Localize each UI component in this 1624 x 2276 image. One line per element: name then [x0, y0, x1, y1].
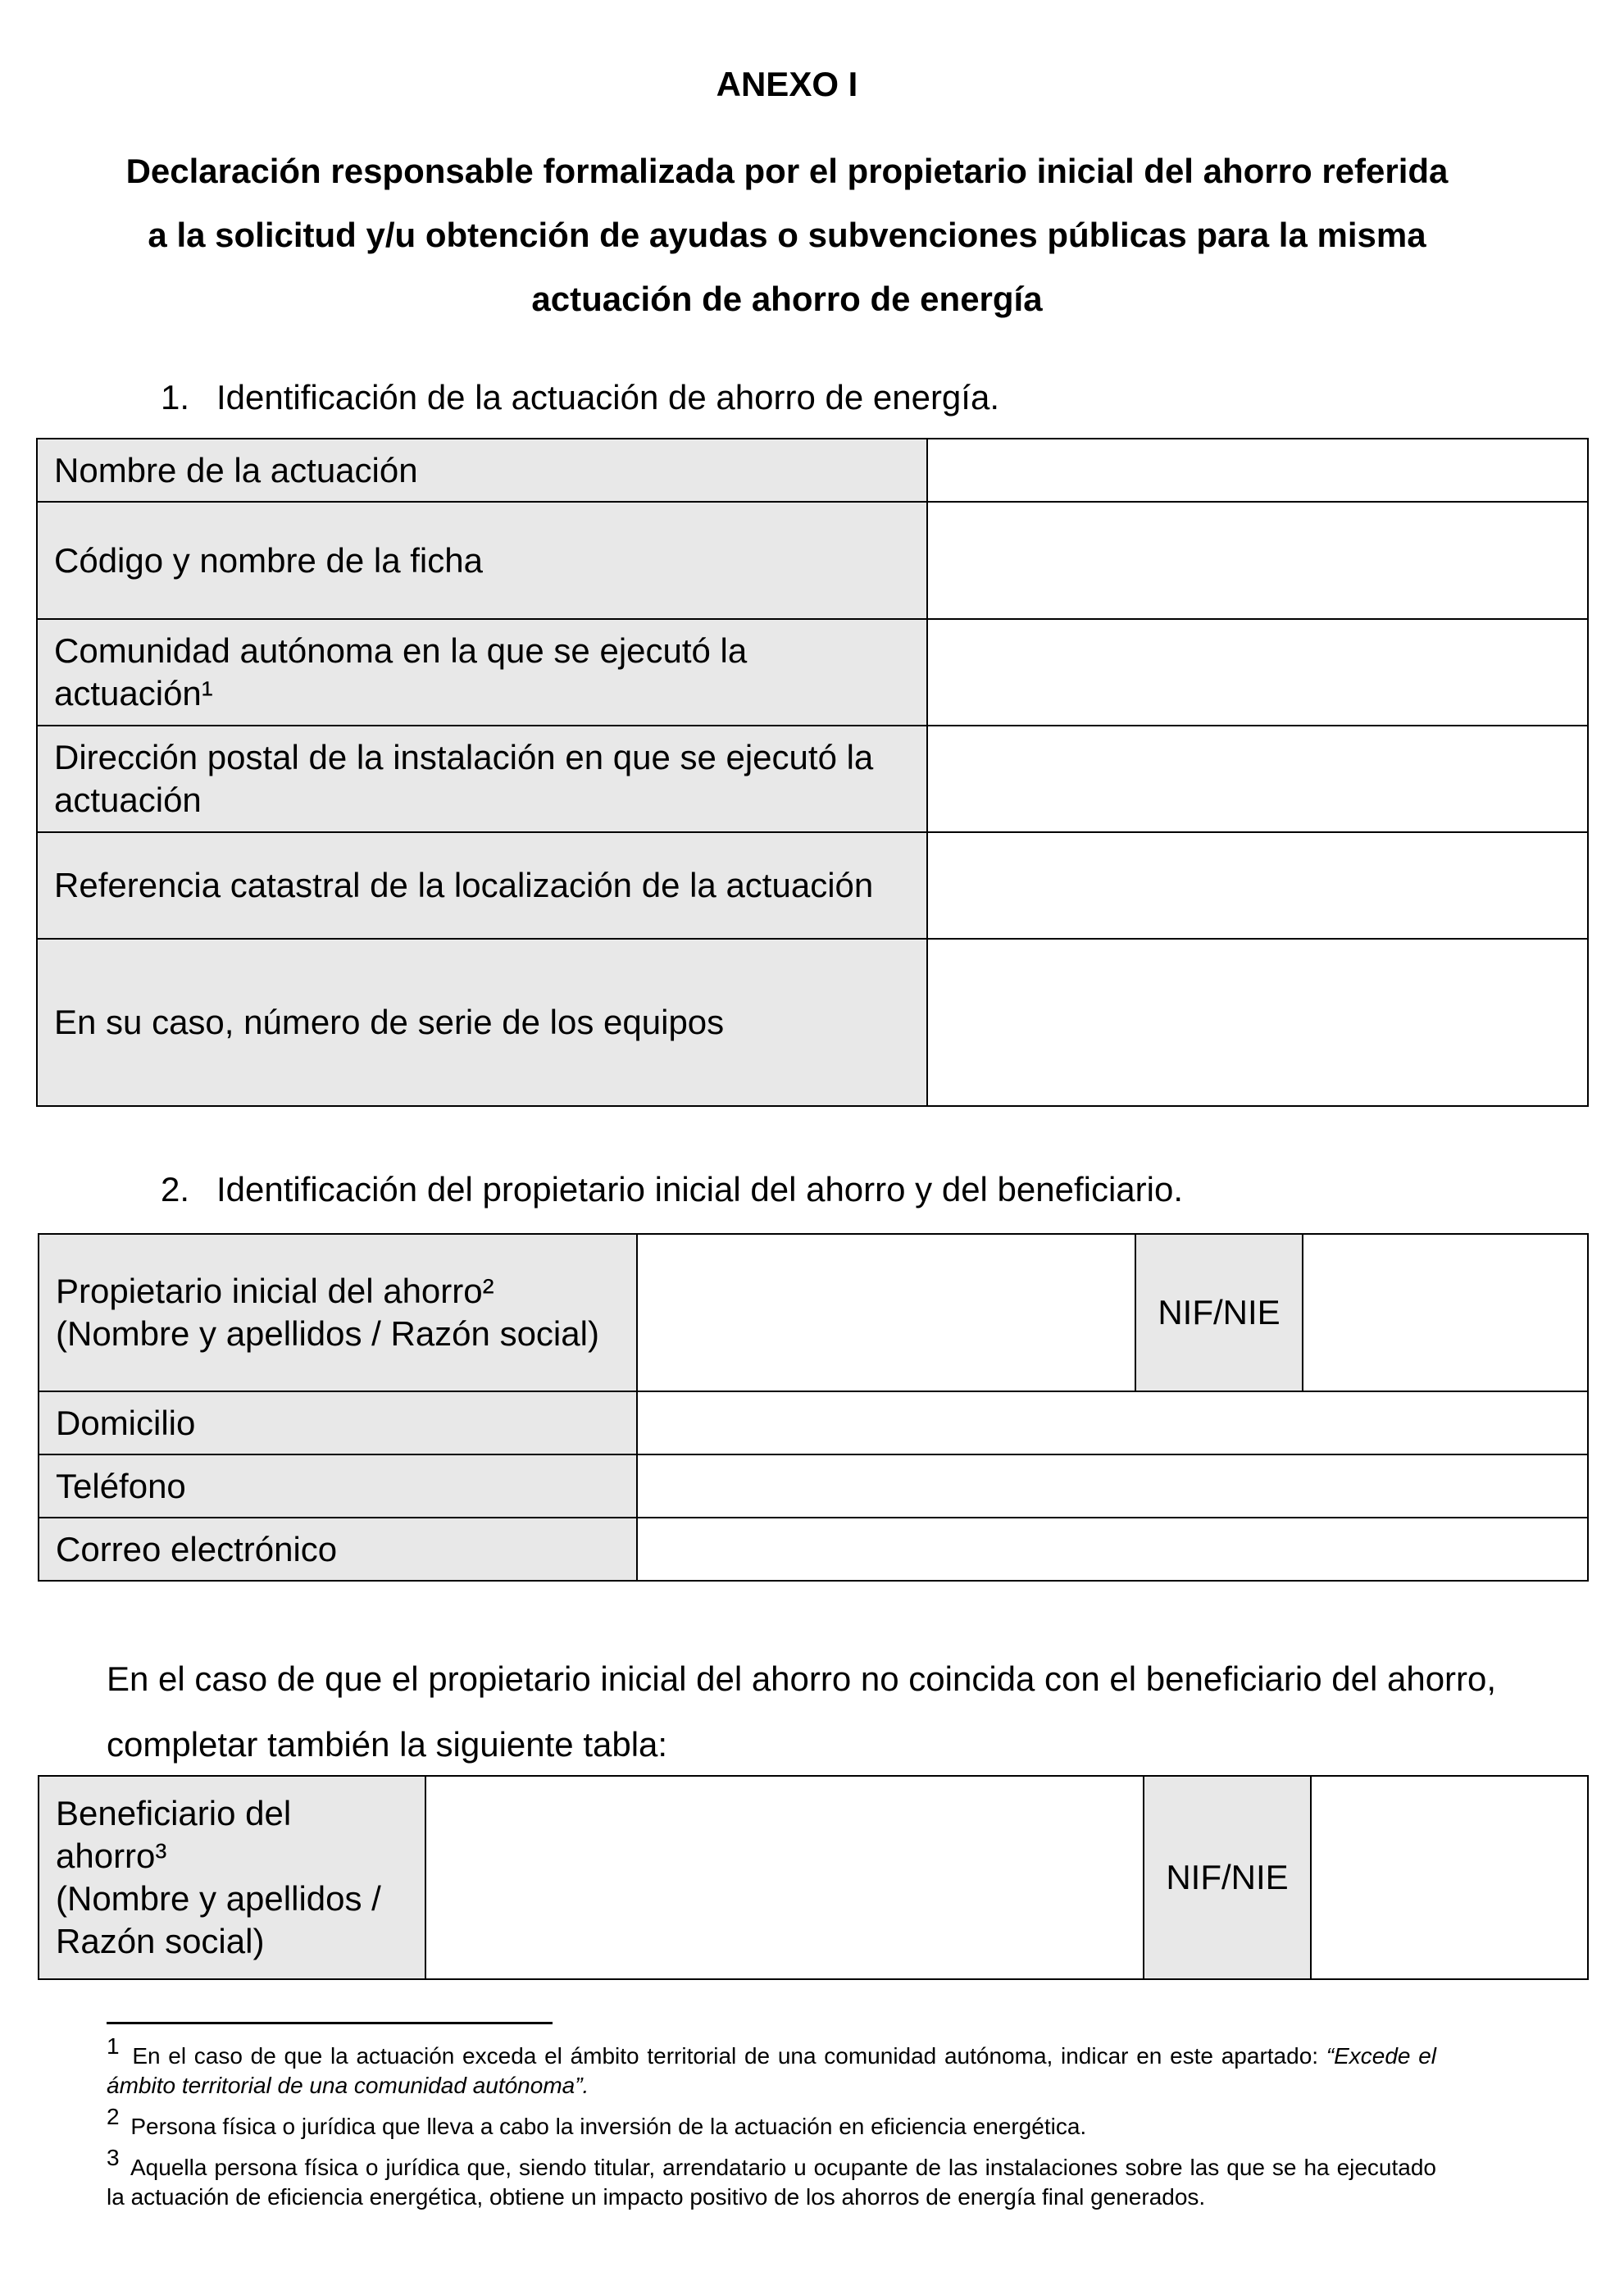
table-row — [37, 832, 1588, 939]
table-row — [39, 1391, 1588, 1454]
footnote-1 — [107, 2033, 1437, 2101]
address-label: Domicilio — [39, 1391, 637, 1454]
owner-label — [39, 1234, 637, 1391]
action-name-label: Nombre de la actuación — [37, 439, 927, 502]
action-name-field[interactable] — [927, 439, 1588, 502]
section-1-number: 1. — [161, 378, 190, 417]
section-2-number: 2. — [161, 1170, 190, 1209]
beneficiary-nif-label: NIF/NIE — [1144, 1776, 1311, 1979]
owner-name-field[interactable] — [637, 1234, 1135, 1391]
owner-nif-field[interactable] — [1303, 1234, 1588, 1391]
table-row — [39, 1518, 1588, 1581]
cadastral-reference-field[interactable] — [927, 832, 1588, 939]
equipment-serial-label: En su caso, número de serie de los equipos — [37, 939, 927, 1106]
postal-address-label: Dirección postal de la instalación en que se ejecutó la actuación — [37, 726, 927, 832]
footnote-3-text: Aquella persona física o jurídica que, siendo titular, arrendatario u ocupante de las instalaciones sobre las que se ha ejecutado la actuación de eficiencia energética, obtiene un impacto positivo de los ahorros de energía final generados. — [107, 2155, 1436, 2210]
beneficiary-label-line1: Beneficiario del ahorro³ — [56, 1794, 292, 1875]
declaration-title: Declaración responsable formalizada por el propietario inicial del ahorro referida a la solicitud y/u obtención de ayudas o subvenciones públicas para la misma actuación de ahorro de energía — [125, 152, 1449, 318]
table-row — [39, 1776, 1588, 1979]
postal-address-field[interactable] — [927, 726, 1588, 832]
sheet-code-label: Código y nombre de la ficha — [37, 502, 927, 619]
footnote-separator — [107, 2022, 553, 2024]
owner-label-line2: (Nombre y apellidos / Razón social) — [56, 1314, 599, 1353]
table-row — [37, 939, 1588, 1106]
table-row — [37, 439, 1588, 502]
section-2-heading — [161, 1169, 1183, 1210]
phone-field[interactable] — [637, 1454, 1588, 1518]
footnote-1-marker: 1 — [107, 2033, 120, 2059]
section-1-heading — [161, 377, 999, 418]
phone-label: Teléfono — [39, 1454, 637, 1518]
footnote-1-quote: “Excede el ámbito territorial de una comunidad autónoma”. — [107, 2043, 1437, 2098]
section-2-title: Identificación del propietario inicial del ahorro y del beneficiario. — [216, 1170, 1184, 1209]
footnote-2 — [107, 2104, 1436, 2142]
footnote-3 — [107, 2145, 1436, 2212]
equipment-serial-field[interactable] — [927, 939, 1588, 1106]
owner-label-line1: Propietario inicial del ahorro² — [56, 1272, 494, 1310]
email-label: Correo electrónico — [39, 1518, 637, 1581]
sheet-code-field[interactable] — [927, 502, 1588, 619]
table-row — [37, 726, 1588, 832]
footnote-1-text: En el caso de que la actuación exceda el ámbito territorial de una comunidad autónoma, indicar en este apartado: — [132, 2043, 1319, 2069]
table-row — [39, 1234, 1588, 1391]
beneficiary-name-field[interactable] — [425, 1776, 1144, 1979]
cadastral-reference-label: Referencia catastral de la localización de la actuación — [37, 832, 927, 939]
table-row — [37, 502, 1588, 619]
action-identification-table — [36, 438, 1589, 1107]
table-row — [39, 1454, 1588, 1518]
beneficiary-intro-text: En el caso de que el propietario inicial del ahorro no coincida con el beneficiario del ahorro, completar también la siguiente tabla: — [107, 1659, 1497, 1764]
owner-nif-label: NIF/NIE — [1135, 1234, 1303, 1391]
beneficiary-label — [39, 1776, 425, 1979]
footnotes — [107, 2033, 1437, 2224]
footnote-3-marker: 3 — [107, 2145, 120, 2170]
email-field[interactable] — [637, 1518, 1588, 1581]
table-row — [37, 619, 1588, 726]
autonomous-community-label: Comunidad autónoma en la que se ejecutó la actuación¹ — [37, 619, 927, 726]
owner-identification-table — [38, 1233, 1589, 1582]
footnote-2-text: Persona física o jurídica que lleva a cabo la inversión de la actuación en eficiencia energética. — [130, 2114, 1087, 2139]
address-field[interactable] — [637, 1391, 1588, 1454]
beneficiary-label-line2: (Nombre y apellidos / Razón social) — [56, 1879, 381, 1960]
annex-title: ANEXO I — [716, 65, 858, 103]
footnote-2-marker: 2 — [107, 2104, 120, 2129]
autonomous-community-field[interactable] — [927, 619, 1588, 726]
beneficiary-table — [38, 1775, 1589, 1980]
section-1-title: Identificación de la actuación de ahorro de energía. — [216, 378, 999, 417]
beneficiary-nif-field[interactable] — [1311, 1776, 1588, 1979]
